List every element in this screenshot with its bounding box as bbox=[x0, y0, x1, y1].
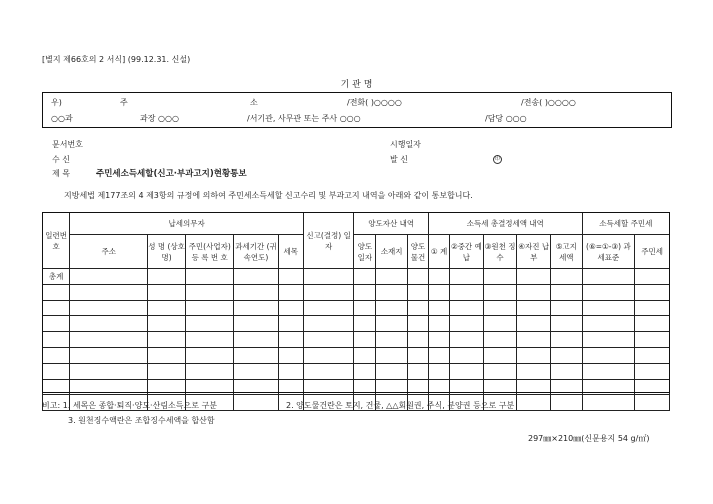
total-row bbox=[43, 269, 670, 285]
note-1: 비고: 1. 세목은 종합·퇴직·양도·산림소득으로 구분 bbox=[42, 401, 217, 410]
header-regno: 주민(사업자) 등 록 번 호 bbox=[186, 235, 234, 269]
date-label: 시행일자 bbox=[390, 140, 421, 149]
subject-label: 제 목 bbox=[52, 169, 70, 178]
header-notice-tax: ⑤고지 세액 bbox=[551, 235, 583, 269]
form-number: [별지 제66호의 2 서식] (99.12.31. 신설) bbox=[42, 55, 191, 64]
sender-label: 발 신 bbox=[390, 155, 408, 164]
header-tax-item: 세목 bbox=[278, 235, 303, 269]
table-row bbox=[43, 347, 670, 363]
total-label: 총계 bbox=[43, 269, 70, 285]
header-self-payment: ④자진 납부 bbox=[517, 235, 551, 269]
header-interim: ②중간 예납 bbox=[450, 235, 484, 269]
header-address: 주소 bbox=[70, 235, 148, 269]
header-taxpayer: 납세의무자 bbox=[70, 213, 304, 235]
paper-spec: 297㎜×210㎜(신문용지 54 g/㎡) bbox=[528, 434, 650, 443]
note-2: 2. 양도물건란은 토지, 건물, △△회원권, 주식, 분양권 등으로 구분 bbox=[286, 401, 515, 410]
table-row bbox=[43, 316, 670, 332]
header-resident-tax: 소득세할 주민세 bbox=[582, 213, 669, 235]
table-row bbox=[43, 379, 670, 395]
address-box bbox=[42, 92, 672, 128]
person-in-charge: /담당 ○○○ bbox=[485, 114, 527, 123]
table-row bbox=[43, 300, 670, 316]
header-period: 과세기간 (귀속연도) bbox=[234, 235, 278, 269]
postal-label: 우) bbox=[51, 98, 62, 107]
seal-mark bbox=[493, 153, 502, 164]
header-income-tax: 소득세 총결정세액 내역 bbox=[429, 213, 583, 235]
agency-name: 기 관 명 bbox=[340, 80, 373, 90]
header-name: 성 명 (상호명) bbox=[148, 235, 186, 269]
note-3: 3. 원천징수액란은 조합징수세액을 합산함 bbox=[68, 416, 215, 425]
header-transfer-item: 양도 물건 bbox=[407, 235, 428, 269]
recipient-label: 수 신 bbox=[52, 155, 70, 164]
header-resident: 주민세 bbox=[635, 235, 670, 269]
header-report-date: 신고(결정) 일 자 bbox=[303, 213, 353, 269]
address-label-1: 주 bbox=[120, 98, 128, 107]
phone-field: /전화( )○○○○ bbox=[347, 98, 402, 107]
table-row bbox=[43, 363, 670, 379]
header-location: 소재지 bbox=[376, 235, 408, 269]
chief: 과장 ○○○ bbox=[140, 114, 179, 123]
header-serial: 일련번호 bbox=[43, 213, 70, 269]
seal-icon: 印 bbox=[494, 156, 500, 162]
department: ○○과 bbox=[51, 114, 73, 123]
tax-report-table bbox=[42, 212, 670, 411]
body-text: 지방세법 제177조의 4 제3항의 규정에 의하여 주민세소득세할 신고수리 및 부과고지 내역을 아래와 같이 통보합니다. bbox=[64, 191, 473, 200]
header-transfer-date: 양도 일자 bbox=[354, 235, 376, 269]
header-tax-base: (⑥=①-③) 과세표준 bbox=[582, 235, 635, 269]
table-row bbox=[43, 284, 670, 300]
header-withholding: ③원천 징수 bbox=[483, 235, 517, 269]
table-row bbox=[43, 332, 670, 348]
subject-text: 주민세소득세할(신고·부과고지)현황통보 bbox=[96, 169, 247, 179]
header-transfer: 양도자산 내역 bbox=[354, 213, 429, 235]
fax-field: /전송( )○○○○ bbox=[521, 98, 576, 107]
address-label-2: 소 bbox=[250, 98, 258, 107]
writer: /서기관, 사무관 또는 주사 ○○○ bbox=[247, 114, 361, 123]
header-total: ① 계 bbox=[429, 235, 450, 269]
doc-number-label: 문서번호 bbox=[52, 140, 83, 149]
